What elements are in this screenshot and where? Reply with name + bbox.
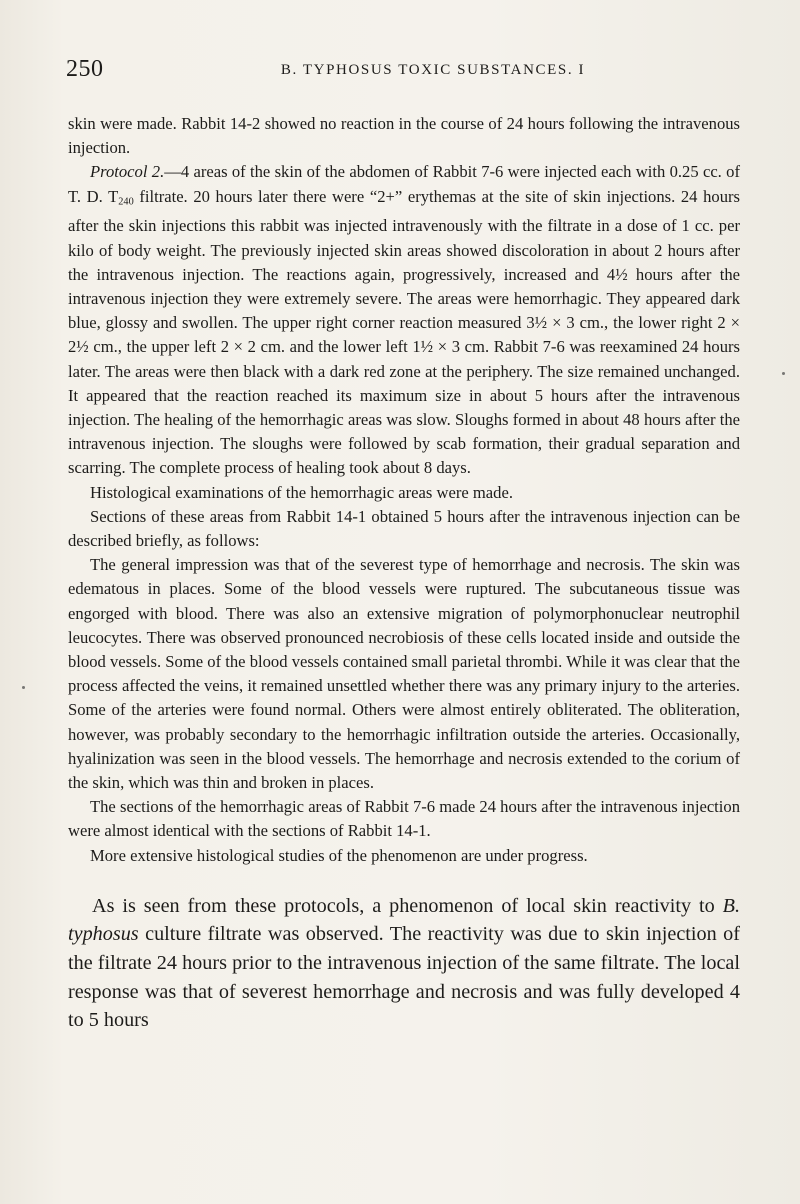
section-gap [68,868,740,892]
paragraph-rabbit-7-6-sections: The sections of the hemorrhagic areas of Rabbit 7-6 made 24 hours after the intravenous injection were almost identical with the sections of Rabbit 14-1. [68,797,740,841]
paragraph-general-impression: The general impression was that of the severest type of hemorrhage and necrosis. The skin was edematous in places. Some of the blood vessels were ruptured. The subcutaneous tissue was engorged with blood. There was also an extensive migration of polymorphonuclear neutrophil leucocytes. There was observed pronounced necrobiosis of these cells located inside and outside the blood vessels. Some of the blood vessels contained small parietal thrombi. While it was clear that the process affected the veins, it remained unsettled whether there was any primary injury to the arteries. Some of the arteries were found normal. Others were almost entirely obliterated. The obliteration, however, was probably secondary to the hemorrhagic infiltration outside the arteries. Occasionally, hyalinization was seen in the blood vessels. The hemorrhage and necrosis extended to the corium of the skin, which was thin and broken in places. [68,555,740,793]
paragraph-protocol-2 [68,160,740,480]
paragraph-histology-intro: Histological examinations of the hemorrhagic areas were made. [90,482,513,502]
paragraph-sections-intro: Sections of these areas from Rabbit 14-1 obtained 5 hours after the intravenous injection can be described briefly, as follows: [68,506,740,551]
scan-speck [22,686,25,689]
paragraph-further-studies: More extensive histological studies of the phenomenon are under progress. [90,845,588,865]
discussion-text-b: culture filtrate was observed. The reactivity was due to skin injection of the filtrate 24 hours prior to the intravenous injection of the same filtrate. The local response was that of severest hemorrhage and necrosis and was fully developed 4 to 5 hours [68,923,740,1032]
protocol-subscript: 240 [118,196,134,208]
protocol-text-a: —4 areas of the skin of the abdomen of Rabbit 7-6 were injected each with 0.25 cc. of T. D. T [68,162,740,206]
running-head: B. TYPHOSUS TOXIC SUBSTANCES. I [280,62,586,78]
body-text [68,112,740,1035]
protocol-text-b: filtrate. 20 hours later there were “2+” erythemas at the site of skin injections. 24 hours after the skin injections this rabbit was injected intravenously with the filtrate in a dose of 1 cc. per kilo of body weight. The previously injected skin areas showed discoloration in about 2 hours after the intravenous injection. The reactions again, progressively, increased and 4½ hours after the intravenous injection they were extremely severe. The areas were hemorrhagic. They appeared dark blue, glossy and swollen. The upper right corner reaction measured 3½ × 3 cm., the lower right 2 × 2½ cm., the upper left 2 × 2 cm. and the lower left 1½ × 3 cm. Rabbit 7-6 was reexamined 24 hours later. The areas were then black with a dark red zone at the periphery. The size remained unchanged. It appeared that the reaction reached its maximum size in about 5 hours after the intravenous injection. The healing of the hemorrhagic areas was slow. Sloughs formed in about 48 hours after the intravenous injection. The sloughs were followed by scab formation, their gradual separation and scarring. The complete process of healing took about 8 days. [68,186,740,478]
page-header [66,56,740,92]
page-number: 250 [66,56,104,82]
paragraph-discussion [68,892,740,1035]
scan-speck [782,372,785,375]
protocol-label: Protocol 2. [90,162,165,182]
paragraph-continuation: skin were made. Rabbit 14-2 showed no reaction in the course of 24 hours following the intravenous injection. [68,114,740,158]
organism-name: B. typhosus [68,894,740,946]
discussion-text-a: As is seen from these protocols, a phenomenon of local skin reactivity to [92,894,723,917]
